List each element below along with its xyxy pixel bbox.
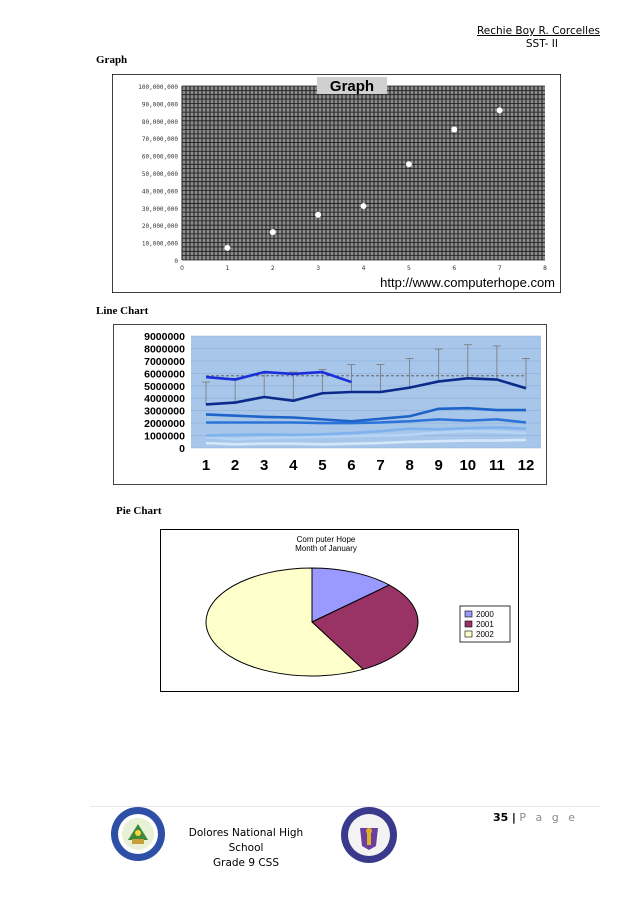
x-tick-label: 5 xyxy=(406,265,411,272)
y-tick-label: 3000000 xyxy=(144,405,185,418)
x-tick-label: 4 xyxy=(289,457,298,474)
y-tick-label: 10,000,000 xyxy=(141,240,178,248)
y-tick-label: 6000000 xyxy=(144,368,185,381)
x-tick-label: 1 xyxy=(201,457,211,474)
y-tick-label: 7000000 xyxy=(144,355,185,368)
scatter-title: Graph xyxy=(329,78,375,95)
course-code: SST- II xyxy=(525,38,558,50)
legend-swatch xyxy=(465,611,472,617)
legend-swatch xyxy=(465,621,472,627)
page-number: 35 | P a g e xyxy=(493,811,578,824)
y-tick-label: 4000000 xyxy=(144,393,185,406)
pie-title-line: Month of January xyxy=(295,544,357,553)
legend-label: 2000 xyxy=(476,610,494,619)
scatter-figure xyxy=(112,74,561,293)
y-tick-label: 2000000 xyxy=(144,418,185,431)
y-tick-label: 9000000 xyxy=(144,331,185,343)
y-tick-label: 100,000,000 xyxy=(138,84,178,91)
y-tick-label: 5000000 xyxy=(144,380,185,393)
x-tick-label: 0 xyxy=(180,265,184,272)
x-tick-label: 1 xyxy=(225,265,230,272)
x-tick-label: 11 xyxy=(488,457,505,474)
pie-chart xyxy=(160,529,519,692)
y-tick-label: 8000000 xyxy=(144,343,185,356)
scatter-watermark: http://www.computerhope.com xyxy=(380,275,555,290)
pie-chart-figure xyxy=(160,529,519,692)
x-tick-label: 6 xyxy=(452,265,457,272)
x-tick-label: 2 xyxy=(270,265,275,272)
x-tick-label: 10 xyxy=(459,457,477,474)
line-chart xyxy=(113,324,547,485)
x-tick-label: 8 xyxy=(543,265,547,272)
x-tick-label: 2 xyxy=(230,457,240,474)
y-tick-label: 70,000,000 xyxy=(141,136,178,144)
y-tick-label: 30,000,000 xyxy=(141,205,178,213)
y-tick-label: 20,000,000 xyxy=(141,223,178,231)
legend-swatch xyxy=(465,631,472,637)
x-tick-label: 7 xyxy=(497,265,502,272)
author-name: Rechie Boy R. Corcelles xyxy=(476,25,600,37)
x-tick-label: 8 xyxy=(405,457,414,474)
grade-level: Grade 9 CSS xyxy=(212,857,280,869)
x-tick-label: 4 xyxy=(361,265,366,272)
data-point xyxy=(315,212,321,218)
line-chart-figure xyxy=(113,324,547,485)
y-tick-label: 90,000,000 xyxy=(141,101,178,109)
y-tick-label: 60,000,000 xyxy=(141,153,178,161)
x-tick-label: 7 xyxy=(376,457,385,474)
line-chart-section-title: Line Chart xyxy=(96,305,149,317)
legend-label: 2002 xyxy=(476,630,494,639)
x-tick-label: 5 xyxy=(318,457,327,474)
school-name-block xyxy=(176,826,316,871)
deped-seal-logo xyxy=(340,806,398,869)
x-tick-label: 3 xyxy=(260,457,269,474)
data-point xyxy=(361,203,367,209)
data-point xyxy=(497,107,503,113)
pie-title-line: Com puter Hope xyxy=(296,535,356,544)
school-name: Dolores National High School xyxy=(188,827,304,854)
y-tick-label: 0 xyxy=(179,443,185,455)
school-seal-logo xyxy=(110,806,166,867)
y-tick-label: 40,000,000 xyxy=(141,188,178,196)
page-label: P a g e xyxy=(519,811,578,824)
y-tick-label: 80,000,000 xyxy=(141,118,178,126)
y-tick-label: 1000000 xyxy=(144,430,185,443)
x-tick-label: 9 xyxy=(434,457,443,474)
data-point xyxy=(406,161,412,167)
legend-label: 2001 xyxy=(476,620,494,629)
pie-chart-section-title: Pie Chart xyxy=(116,505,162,517)
page-number-value: 35 xyxy=(493,811,509,824)
y-tick-label: 50,000,000 xyxy=(141,171,178,178)
x-tick-label: 12 xyxy=(517,457,535,474)
data-point xyxy=(224,245,230,251)
x-tick-label: 6 xyxy=(347,457,356,474)
data-point xyxy=(270,229,276,235)
data-point xyxy=(451,127,457,133)
y-tick-label: 0 xyxy=(174,258,178,265)
x-tick-label: 3 xyxy=(316,265,321,272)
scatter-chart xyxy=(112,74,561,293)
graph-section-title: Graph xyxy=(96,54,128,66)
